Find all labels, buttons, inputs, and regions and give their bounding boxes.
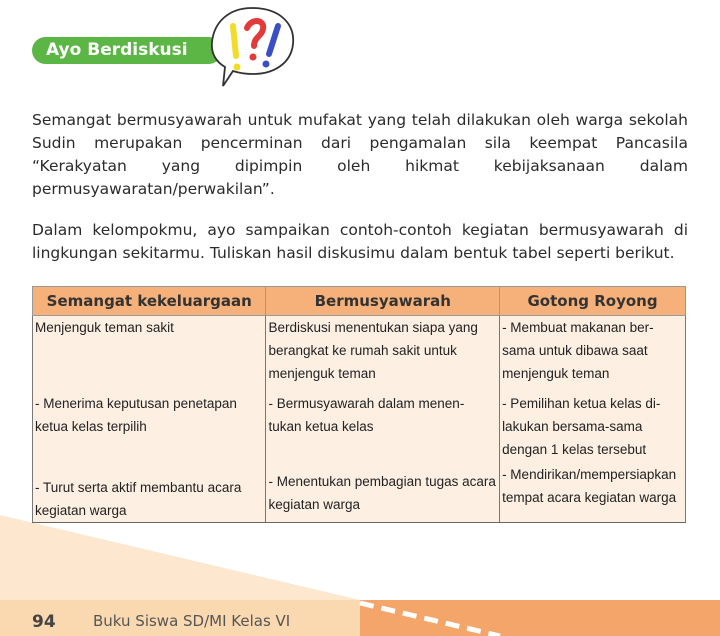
table-cell: Berdiskusi menentukan siapa yang berangkat ke rumah sakit untuk menjenguk teman	[266, 316, 500, 388]
table-cell: - Pemilihan ketua kelas di-lakukan bersama-sama dengan 1 kelas tersebut	[500, 388, 686, 463]
table-row	[33, 463, 686, 523]
header-gotong-royong: Gotong Royong	[500, 287, 686, 316]
speech-bubble-icon	[205, 4, 300, 90]
table-cell: - Menentukan pembagian tugas acara kegiatan warga	[266, 463, 500, 523]
table-row	[33, 388, 686, 463]
book-title: Buku Siswa SD/MI Kelas VI	[93, 612, 291, 630]
footer-accent	[360, 600, 720, 636]
header-semangat-kekeluargaan: Semangat kekeluargaan	[33, 287, 266, 316]
table-cell: - Membuat makanan ber-sama untuk dibawa saat menjenguk teman	[500, 316, 686, 388]
instruction-paragraph: Dalam kelompokmu, ayo sampaikan contoh-contoh kegiatan bermusyawarah di lingkungan sekitarmu. Tuliskan hasil diskusimu dalam bentuk tabel seperti berikut.	[32, 220, 688, 262]
table-header-row	[33, 287, 686, 316]
discussion-table	[32, 286, 686, 523]
table-cell: - Mendirikan/mempersiapkan tempat acara kegiatan warga	[500, 463, 686, 523]
table-cell: - Menerima keputusan penetapan ketua kelas terpilih	[33, 388, 266, 463]
table-row	[33, 316, 686, 388]
header-bermusyawarah: Bermusyawarah	[266, 287, 500, 316]
section-badge: Ayo Berdiskusi	[32, 37, 222, 64]
table-cell: - Bermusyawarah dalam menen-tukan ketua kelas	[266, 388, 500, 463]
intro-paragraph: Semangat bermusyawarah untuk mufakat yang telah dilakukan oleh warga sekolah Sudin merupakan pencerminan dari pengamalan sila keempat Pancasila “Kerakyatan yang dipimpin oleh hikmat kebijaksanaan dalam permusyawaratan/perwakilan”.	[32, 110, 688, 198]
table-cell: Menjenguk teman sakit	[33, 316, 266, 388]
table-cell: - Turut serta aktif membantu acara kegiatan warga	[33, 463, 266, 523]
page-number: 94	[32, 612, 56, 632]
